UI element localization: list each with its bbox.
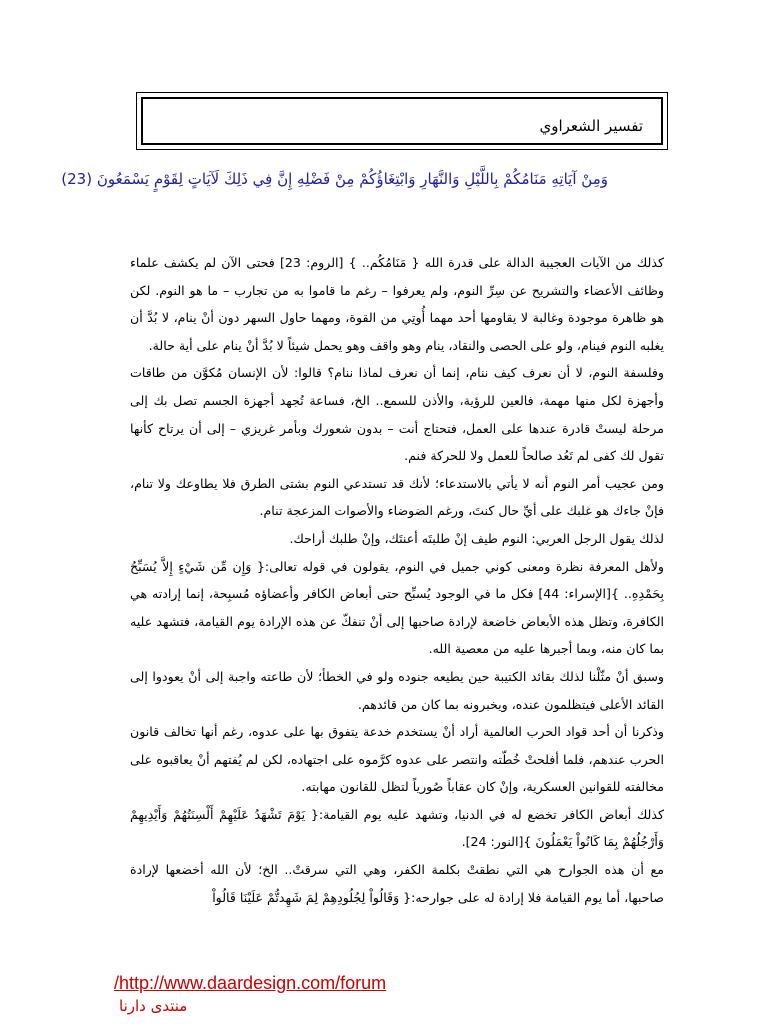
forum-link[interactable]: /http://www.daardesign.com/forum (114, 973, 387, 993)
paragraph: لذلك يقول الرجل العربي: النوم طيف إنْ طلبتَه أعنتَك، وإنْ طلبك أراحك. (289, 530, 664, 546)
title-box-inner-border (141, 97, 663, 145)
tafsir-body (130, 249, 664, 911)
paragraph: كذلك من الآيات العجيبة الدالة على قدرة الله { مَنَامُكُم.. } [الروم: 23] فحتى الآن لم يكشف علماء وظائف الأعضاء والتشريح عن سِرِّ النوم، ولم يعرفوا – رغم ما قاموا به من تجارب – ما هو النوم. لكن هو ظاهرة موجودة وغالبة لا يقاومها أحد مهما أُوتِي من القوة، ومهما حاول السهر دون أنْ ينام، لا بُدَّ أن يغلبه النوم فينام، ولو على الحصى والنقاد، ينام وهو واقف وهو يحمل شيئاً لا بُدَّ أنْ ينام على أية حالة. (130, 255, 664, 353)
quran-verse: وَمِنْ آيَاتِهِ مَنَامُكُمْ بِاللَّيْلِ وَالنَّهَارِ وَابْتِغَاؤُكُمْ مِنْ فَضْلِهِ إِنَّ فِي ذَلِكَ لَآيَاتٍ لِقَوْمٍ يَسْمَعُونَ (23) (61, 170, 608, 188)
document-title: تفسير الشعراوي (539, 117, 643, 135)
paragraph: ومن عجيب أمر النوم أنه لا يأتي بالاستدعاء؛ لأنك قد تستدعي النوم بشتى الطرق فلا يطاوعك ولا تنام، فإنْ جاءك هو غلبك على أيِّ حال كنتَ، ورغم الضوضاء والأصوات المزعجة تنام. (130, 475, 664, 519)
paragraph: وذكرنا أن أحد قواد الحرب العالمية أراد أنْ يستخدم خدعة يتفوق بها على عدوه، رغم أنها تخالف قانون الحرب عندهم، فلما أفلحتْ خُطّته وانتصر على عدوه كرَّموه على اجتهاده، لكن لم يُفتهم أنْ يعاقبوه على مخالفته للقوانين العسكرية، وإنْ كان عقاباً صُورياً لتظل للقانون مهابته. (130, 724, 664, 795)
paragraph: وفلسفة النوم، لا أن نعرف كيف ننام، إنما أن نعرف لماذا ننام؟ قالوا: لأن الإنسان مُكوَّن من طاقات وأجهزة لكل منها مهمة، فالعين للرؤية، والأذن للسمع.. الخ، فساعة تُجهد أجهزة الجسم تصل بك إلى مرحلة ليستْ قادرة عندها على العمل، فتحتاج أنت – بدون شعورك وبأمر غريزي – إلى أن يرتاح كأنها تقول لك كفى لم تَعُد صالحاً للعمل ولا للحركة فنم. (130, 365, 664, 464)
title-box (136, 92, 668, 150)
paragraph: وسبق أنْ مثّلْنا لذلك بقائد الكتيبة حين يطيعه جنوده ولو في الخطأ؛ لأن طاعته واجبة إلى أنْ يعودوا إلى القائد الأعلى فيتظلمون عنده، ويخبرونه بما كان من قائدهم. (130, 668, 664, 712)
paragraph: مع أن هذه الجوارح هي التي نطقتْ بكلمة الكفر، وهي التي سرقتْ.. الخ؛ لأن الله أخضعها لإرادة صاحبها، أما يوم القيامة فلا إرادة له على جوارحه:{ وَقَالُواْ لِجُلُودِهِمْ لِمَ شَهِدتُّمْ عَلَيْنَا قَالُواْ (130, 862, 664, 905)
forum-name: منتدى دارنا (119, 997, 188, 1015)
paragraph: ولأهل المعرفة نظرة ومعنى كوني جميل في النوم، يقولون في قوله تعالى:{ وَإِن مِّن شَيْءٍ إِلاَّ يُسَبِّحُ بِحَمْدِهِ.. }[الإسراء: 44] فكل ما في الوجود يُسبِّح حتى أبعاض الكافر وأعضاؤه مُسبِحة، إنما إرادته هي الكافرة، وتظل هذه الأبعاض خاضعة لإرادة صاحبها إلى أنْ تنفكّ عن هذه الإرادة يوم القيامة، فتشهد عليه بما كان منه، وبما أجبرها عليه من معصية الله. (130, 558, 664, 657)
paragraph: كذلك أبعاض الكافر تخضع له في الدنيا، وتشهد عليه يوم القيامة:{ يَوْمَ تَشْهَدُ عَلَيْهِمْ أَلْسِنَتُهُمْ وَأَيْدِيهِمْ وَأَرْجُلُهُمْ بِمَا كَانُواْ يَعْمَلُونَ }[النور: 24]. (130, 806, 664, 850)
